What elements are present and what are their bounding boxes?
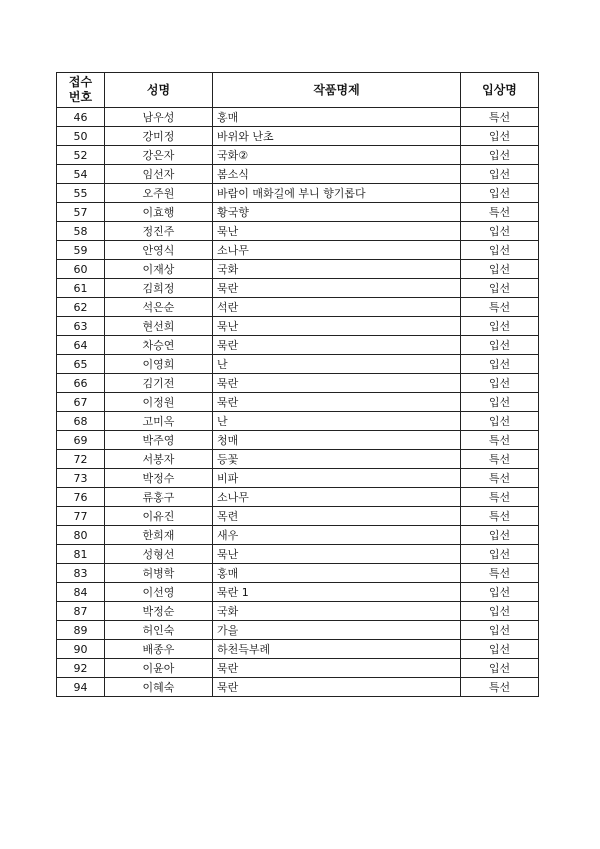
cell-award: 입선: [461, 355, 539, 374]
cell-number: 46: [57, 108, 105, 127]
cell-award: 입선: [461, 279, 539, 298]
cell-name: 석은순: [105, 298, 213, 317]
cell-name: 남우성: [105, 108, 213, 127]
cell-name: 정진주: [105, 222, 213, 241]
table-row: [57, 127, 539, 146]
cell-award: 입선: [461, 184, 539, 203]
cell-award: 입선: [461, 317, 539, 336]
cell-title: 묵란: [213, 678, 461, 697]
cell-award: 입선: [461, 526, 539, 545]
cell-number: 80: [57, 526, 105, 545]
cell-number: 67: [57, 393, 105, 412]
cell-number: 73: [57, 469, 105, 488]
cell-name: 이효행: [105, 203, 213, 222]
cell-award: 입선: [461, 659, 539, 678]
cell-number: 84: [57, 583, 105, 602]
table-row: [57, 545, 539, 564]
cell-award: 입선: [461, 127, 539, 146]
cell-number: 55: [57, 184, 105, 203]
table-row: [57, 355, 539, 374]
cell-name: 이유진: [105, 507, 213, 526]
table-row: [57, 583, 539, 602]
cell-title: 국화: [213, 260, 461, 279]
table-row: [57, 678, 539, 697]
cell-name: 배종우: [105, 640, 213, 659]
cell-title: 난: [213, 412, 461, 431]
cell-award: 특선: [461, 450, 539, 469]
table-row: [57, 431, 539, 450]
table-row: [57, 184, 539, 203]
cell-award: 특선: [461, 298, 539, 317]
cell-number: 94: [57, 678, 105, 697]
cell-award: 특선: [461, 469, 539, 488]
table-row: [57, 374, 539, 393]
header-number: [57, 73, 105, 108]
table-row: [57, 450, 539, 469]
cell-number: 69: [57, 431, 105, 450]
table-row: [57, 108, 539, 127]
table-row: [57, 298, 539, 317]
header-title: 작품명제: [213, 73, 461, 108]
table-row: [57, 165, 539, 184]
cell-title: 석란: [213, 298, 461, 317]
cell-number: 77: [57, 507, 105, 526]
cell-number: 60: [57, 260, 105, 279]
cell-number: 61: [57, 279, 105, 298]
cell-award: 입선: [461, 583, 539, 602]
cell-title: 묵란: [213, 336, 461, 355]
cell-name: 박주영: [105, 431, 213, 450]
cell-name: 한희재: [105, 526, 213, 545]
cell-name: 김기전: [105, 374, 213, 393]
table-header-row: [57, 73, 539, 108]
cell-title: 홍매: [213, 108, 461, 127]
cell-title: 비파: [213, 469, 461, 488]
cell-name: 서봉자: [105, 450, 213, 469]
cell-award: 입선: [461, 374, 539, 393]
cell-award: 입선: [461, 241, 539, 260]
cell-award: 입선: [461, 146, 539, 165]
header-award: 입상명: [461, 73, 539, 108]
cell-number: 52: [57, 146, 105, 165]
cell-name: 이윤아: [105, 659, 213, 678]
cell-number: 54: [57, 165, 105, 184]
table-row: [57, 279, 539, 298]
cell-number: 90: [57, 640, 105, 659]
cell-number: 76: [57, 488, 105, 507]
cell-title: 바람이 매화길에 부니 향기롭다: [213, 184, 461, 203]
header-name: 성명: [105, 73, 213, 108]
cell-name: 강은자: [105, 146, 213, 165]
cell-name: 이정원: [105, 393, 213, 412]
table-row: [57, 602, 539, 621]
header-number-line2: 번호: [68, 90, 93, 104]
cell-name: 이혜숙: [105, 678, 213, 697]
cell-name: 이선영: [105, 583, 213, 602]
cell-number: 81: [57, 545, 105, 564]
table-row: [57, 659, 539, 678]
cell-title: 묵란 1: [213, 583, 461, 602]
cell-name: 이재상: [105, 260, 213, 279]
table-row: [57, 488, 539, 507]
cell-title: 홍매: [213, 564, 461, 583]
cell-number: 58: [57, 222, 105, 241]
cell-title: 묵난: [213, 317, 461, 336]
table-row: [57, 640, 539, 659]
cell-number: 92: [57, 659, 105, 678]
cell-award: 특선: [461, 108, 539, 127]
table-row: [57, 317, 539, 336]
cell-award: 특선: [461, 203, 539, 222]
cell-award: 입선: [461, 260, 539, 279]
cell-number: 83: [57, 564, 105, 583]
cell-title: 묵난: [213, 545, 461, 564]
cell-name: 차승연: [105, 336, 213, 355]
table-row: [57, 203, 539, 222]
cell-name: 안영식: [105, 241, 213, 260]
cell-number: 72: [57, 450, 105, 469]
cell-name: 허인숙: [105, 621, 213, 640]
cell-name: 김희정: [105, 279, 213, 298]
table-row: [57, 469, 539, 488]
table-body: [57, 108, 539, 697]
cell-number: 62: [57, 298, 105, 317]
cell-title: 묵란: [213, 374, 461, 393]
cell-title: 난: [213, 355, 461, 374]
table-row: [57, 222, 539, 241]
cell-award: 입선: [461, 222, 539, 241]
cell-name: 임선자: [105, 165, 213, 184]
cell-title: 가을: [213, 621, 461, 640]
cell-title: 국화: [213, 602, 461, 621]
cell-award: 입선: [461, 165, 539, 184]
table-row: [57, 241, 539, 260]
cell-name: 현선희: [105, 317, 213, 336]
cell-name: 박정수: [105, 469, 213, 488]
header-number-line1: 접수: [68, 75, 93, 89]
cell-number: 89: [57, 621, 105, 640]
cell-award: 입선: [461, 336, 539, 355]
cell-name: 이영희: [105, 355, 213, 374]
cell-name: 오주원: [105, 184, 213, 203]
cell-title: 청매: [213, 431, 461, 450]
cell-title: 묵란: [213, 393, 461, 412]
cell-award: 입선: [461, 545, 539, 564]
cell-name: 류홍구: [105, 488, 213, 507]
cell-name: 박정순: [105, 602, 213, 621]
cell-title: 봄소식: [213, 165, 461, 184]
cell-number: 50: [57, 127, 105, 146]
table-row: [57, 260, 539, 279]
table-row: [57, 621, 539, 640]
cell-title: 소나무: [213, 241, 461, 260]
cell-number: 63: [57, 317, 105, 336]
cell-number: 87: [57, 602, 105, 621]
cell-name: 강미정: [105, 127, 213, 146]
cell-title: 묵란: [213, 279, 461, 298]
cell-number: 59: [57, 241, 105, 260]
table-row: [57, 526, 539, 545]
cell-number: 68: [57, 412, 105, 431]
cell-title: 새우: [213, 526, 461, 545]
award-results-table: [56, 72, 539, 697]
cell-name: 허병학: [105, 564, 213, 583]
cell-title: 목련: [213, 507, 461, 526]
cell-award: 입선: [461, 602, 539, 621]
cell-title: 소나무: [213, 488, 461, 507]
cell-award: 특선: [461, 507, 539, 526]
cell-number: 64: [57, 336, 105, 355]
table-row: [57, 507, 539, 526]
cell-name: 고미옥: [105, 412, 213, 431]
table-row: [57, 393, 539, 412]
cell-title: 국화②: [213, 146, 461, 165]
cell-award: 특선: [461, 431, 539, 450]
cell-title: 묵란: [213, 659, 461, 678]
cell-award: 특선: [461, 564, 539, 583]
cell-number: 65: [57, 355, 105, 374]
cell-award: 특선: [461, 488, 539, 507]
table-row: [57, 564, 539, 583]
table-row: [57, 146, 539, 165]
cell-award: 입선: [461, 412, 539, 431]
cell-number: 57: [57, 203, 105, 222]
cell-name: 성형선: [105, 545, 213, 564]
table-row: [57, 336, 539, 355]
cell-number: 66: [57, 374, 105, 393]
cell-award: 특선: [461, 678, 539, 697]
cell-award: 입선: [461, 393, 539, 412]
cell-title: 황국향: [213, 203, 461, 222]
cell-title: 묵난: [213, 222, 461, 241]
cell-title: 등꽃: [213, 450, 461, 469]
cell-award: 입선: [461, 621, 539, 640]
cell-award: 입선: [461, 640, 539, 659]
cell-title: 하천득부례: [213, 640, 461, 659]
cell-title: 바위와 난초: [213, 127, 461, 146]
table-row: [57, 412, 539, 431]
